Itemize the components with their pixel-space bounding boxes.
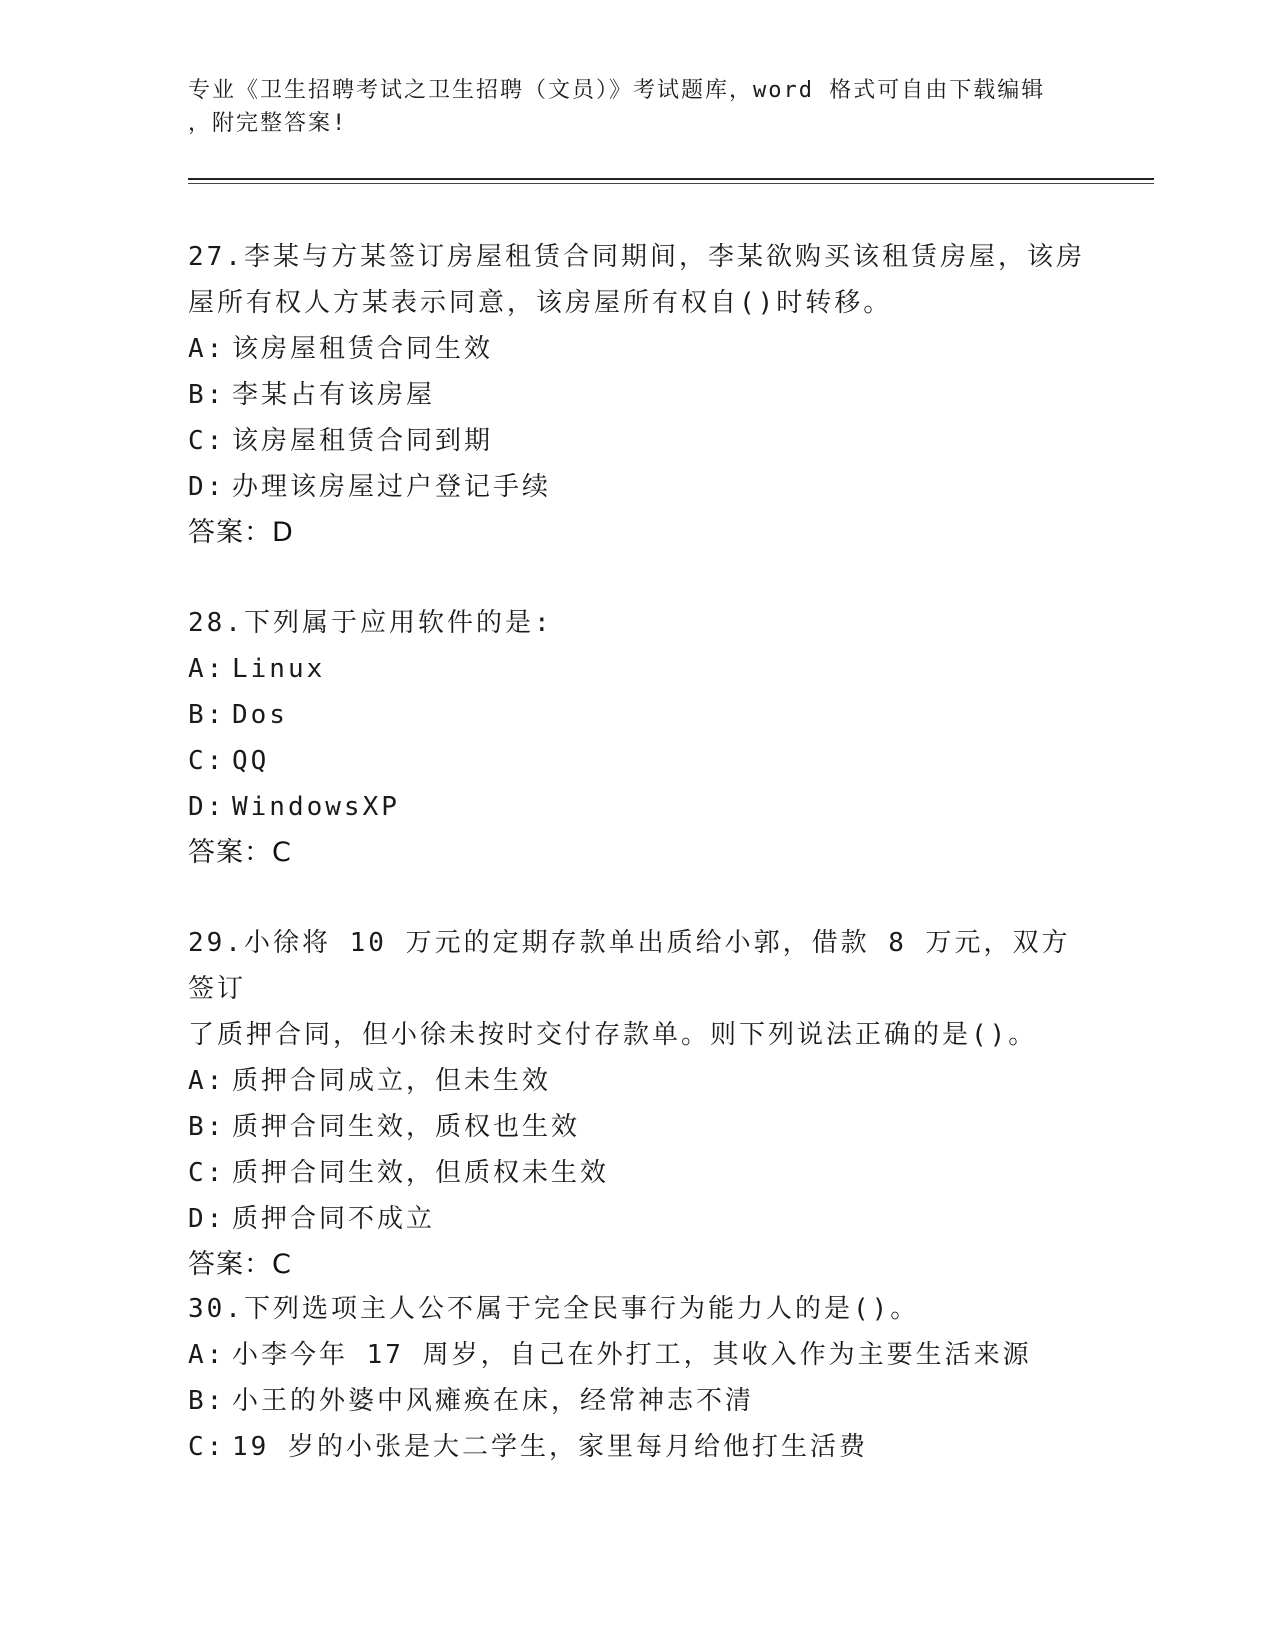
option-key: A: xyxy=(188,654,226,684)
answer-line: 答案：C xyxy=(188,1249,292,1280)
question-stem-line: 30.下列选项主人公不属于完全民事行为能力人的是()。 xyxy=(188,1294,920,1324)
option-text: Dos xyxy=(232,700,288,730)
option-a xyxy=(188,1332,1088,1378)
option-c xyxy=(188,738,1088,784)
option-d xyxy=(188,464,1088,510)
question-27 xyxy=(188,234,1088,556)
header-line-2: ，附完整答案! xyxy=(188,111,348,136)
option-text: Linux xyxy=(232,654,326,684)
option-text: 质押合同生效，但质权未生效 xyxy=(232,1158,610,1188)
option-b xyxy=(188,1378,1088,1424)
question-stem-line: 屋所有权人方某表示同意，该房屋所有权自()时转移。 xyxy=(188,288,893,318)
question-stem-line: 28.下列属于应用软件的是: xyxy=(188,608,553,638)
option-c xyxy=(188,1424,1088,1470)
option-key: C: xyxy=(188,426,226,456)
option-text: 办理该房屋过户登记手续 xyxy=(232,472,552,502)
option-d xyxy=(188,784,1088,830)
option-key: D: xyxy=(188,472,226,502)
option-a xyxy=(188,1058,1088,1104)
option-key: C: xyxy=(188,1158,226,1188)
option-key: B: xyxy=(188,380,226,410)
document-header xyxy=(188,74,1088,140)
option-text: 19 岁的小张是大二学生，家里每月给他打生活费 xyxy=(232,1432,868,1462)
answer-line: 答案：C xyxy=(188,837,292,868)
option-b xyxy=(188,692,1088,738)
option-b xyxy=(188,1104,1088,1150)
option-text: 质押合同生效，质权也生效 xyxy=(232,1112,581,1142)
option-key: B: xyxy=(188,700,226,730)
option-text: 质押合同不成立 xyxy=(232,1204,436,1234)
header-divider-thin xyxy=(188,183,1154,184)
option-c xyxy=(188,1150,1088,1196)
header-divider-thick xyxy=(188,178,1154,180)
option-key: D: xyxy=(188,792,226,822)
option-a xyxy=(188,646,1088,692)
option-text: 小王的外婆中风瘫痪在床，经常神志不清 xyxy=(232,1386,755,1416)
question-30 xyxy=(188,1286,1088,1470)
question-29 xyxy=(188,920,1088,1288)
option-c xyxy=(188,418,1088,464)
option-d xyxy=(188,1196,1088,1242)
header-line-1: 专业《卫生招聘考试之卫生招聘（文员）》考试题库，word 格式可自由下载编辑 xyxy=(188,78,1046,103)
option-a xyxy=(188,326,1088,372)
question-stem-line: 27.李某与方某签订房屋租赁合同期间，李某欲购买该租赁房屋，该房 xyxy=(188,242,1085,272)
option-text: 小李今年 17 周岁，自己在外打工，其收入作为主要生活来源 xyxy=(232,1340,1032,1370)
option-key: A: xyxy=(188,1066,226,1096)
option-key: B: xyxy=(188,1112,226,1142)
question-stem-line: 29.小徐将 10 万元的定期存款单出质给小郭，借款 8 万元，双方签订 xyxy=(188,928,1071,1004)
option-key: C: xyxy=(188,746,226,776)
option-key: B: xyxy=(188,1386,226,1416)
option-text: 该房屋租赁合同到期 xyxy=(232,426,494,456)
question-stem-line: 了质押合同，但小徐未按时交付存款单。则下列说法正确的是()。 xyxy=(188,1020,1038,1050)
option-b xyxy=(188,372,1088,418)
option-text: 李某占有该房屋 xyxy=(232,380,436,410)
option-text: 该房屋租赁合同生效 xyxy=(232,334,494,364)
option-key: D: xyxy=(188,1204,226,1234)
option-text: WindowsXP xyxy=(232,792,400,822)
option-key: A: xyxy=(188,334,226,364)
option-text: QQ xyxy=(232,746,270,776)
question-28 xyxy=(188,600,1088,876)
option-key: C: xyxy=(188,1432,226,1462)
option-text: 质押合同成立，但未生效 xyxy=(232,1066,552,1096)
option-key: A: xyxy=(188,1340,226,1370)
answer-line: 答案：D xyxy=(188,517,294,548)
